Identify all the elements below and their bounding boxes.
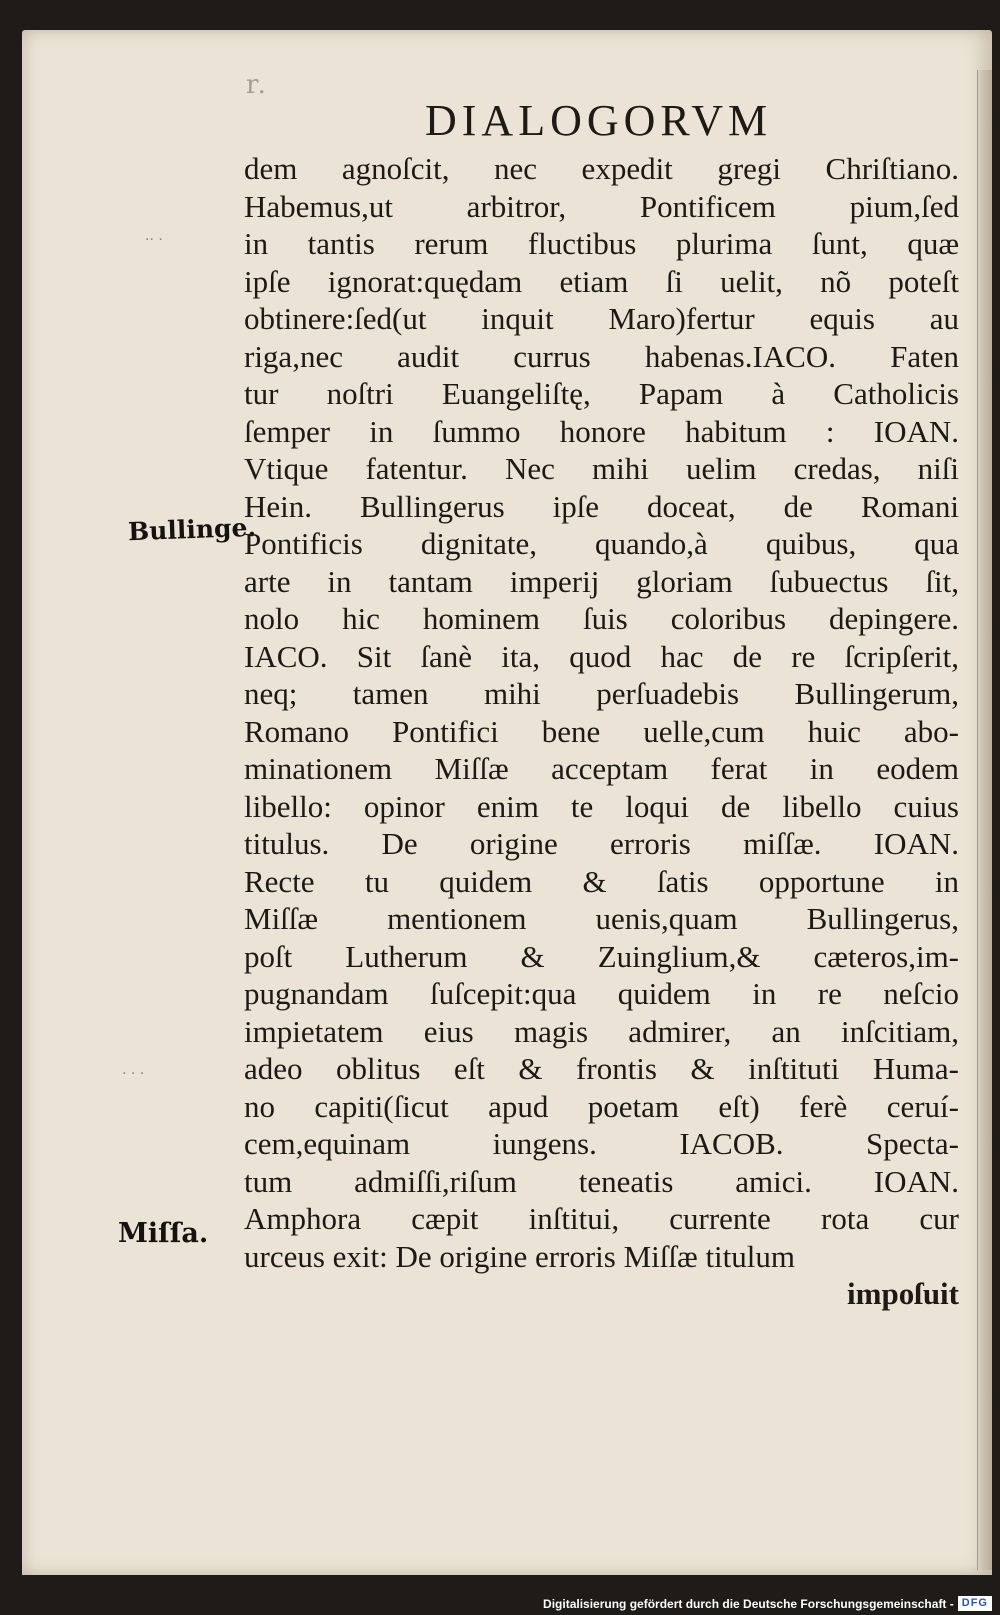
text-line: ſemper in ſummo honore habitum : IOAN. xyxy=(244,413,959,449)
text-line: Amphora cæpit inſtitui, currente rota cur xyxy=(244,1201,959,1236)
page-edge xyxy=(977,70,992,1570)
text-line: poſt Lutherum & Zuinglium,& cæteros,im- xyxy=(244,938,959,974)
text-line: arte in tantam imperij gloriam ſubuectus ſit, xyxy=(244,563,959,599)
text-line: Vtique fatentur. Nec mihi uelim credas, niſi xyxy=(244,451,959,486)
margin-note-bullinger: Bullinge. xyxy=(127,512,257,547)
text-line: pugnandam ſuſcepit:qua quidem in re neſcio xyxy=(244,976,959,1011)
text-line: ipſe ignorat:quędam etiam ſi uelit, nõ poteſt xyxy=(244,263,959,299)
running-head: DIALOGORVM xyxy=(425,96,773,145)
text-line: nolo hic hominem ſuis coloribus depingere. xyxy=(244,601,959,636)
body-text xyxy=(244,150,959,1313)
text-line: Habemus,ut arbitror, Pontificem pium,ſed xyxy=(244,188,959,224)
dfg-logo: DFG xyxy=(958,1596,992,1611)
text-line: titulus. De origine erroris miſſæ. IOAN. xyxy=(244,826,959,861)
text-line: no capiti(ſicut apud poetam eſt) ferè ceruí- xyxy=(244,1088,959,1124)
text-line: impietatem eius magis admirer, an inſcitiam, xyxy=(244,1013,959,1049)
text-line: minationem Miſſæ acceptam ferat in eodem xyxy=(244,751,959,786)
stray-mark: ·· · xyxy=(145,232,163,248)
stray-mark: · · · xyxy=(122,1066,145,1082)
text-line: Miſſæ mentionem uenis,quam Bullingerus, xyxy=(244,901,959,936)
margin-note-missa: Miſſa. xyxy=(118,1218,209,1249)
text-line: tur noſtri Euangeliſtę, Papam à Catholicis xyxy=(244,376,959,411)
footer-credit-text: Digitalisierung gefördert durch die Deutsche Forschungsgemeinschaft - xyxy=(543,1596,954,1611)
text-line: IACO. Sit ſanè ita, quod hac de re ſcripſerit, xyxy=(244,638,959,674)
folio-mark: r. xyxy=(246,70,268,100)
text-line: tum admiſſi,riſum teneatis amici. IOAN. xyxy=(244,1163,959,1199)
text-line: obtinere:ſed(ut inquit Maro)fertur equis au xyxy=(244,301,959,336)
text-line: Hein. Bullingerus ipſe doceat, de Romani xyxy=(244,488,959,524)
text-line: libello: opinor enim te loqui de libello cuius xyxy=(244,788,959,824)
text-line: neq; tamen mihi perſuadebis Bullingerum, xyxy=(244,676,959,711)
text-line: dem agnoſcit, nec expedit gregi Chriſtiano. xyxy=(244,151,959,186)
text-line: in tantis rerum fluctibus plurima ſunt, quæ xyxy=(244,226,959,261)
text-line: Romano Pontifici bene uelle,cum huic abo- xyxy=(244,713,959,749)
text-line: cem,equinam iungens. IACOB. Specta- xyxy=(244,1126,959,1161)
catchword: impoſuit xyxy=(847,1276,959,1311)
text-line: Pontificis dignitate, quando,à quibus, qua xyxy=(244,526,959,561)
text-line: riga,nec audit currus habenas.IACO. Faten xyxy=(244,338,959,374)
text-line: urceus exit: De origine erroris Miſſæ titulum xyxy=(244,1238,796,1274)
text-line: adeo oblitus eſt & frontis & inſtituti Huma- xyxy=(244,1051,959,1086)
text-line: Recte tu quidem & ſatis opportune in xyxy=(244,863,959,899)
footer-credit xyxy=(543,1596,992,1611)
